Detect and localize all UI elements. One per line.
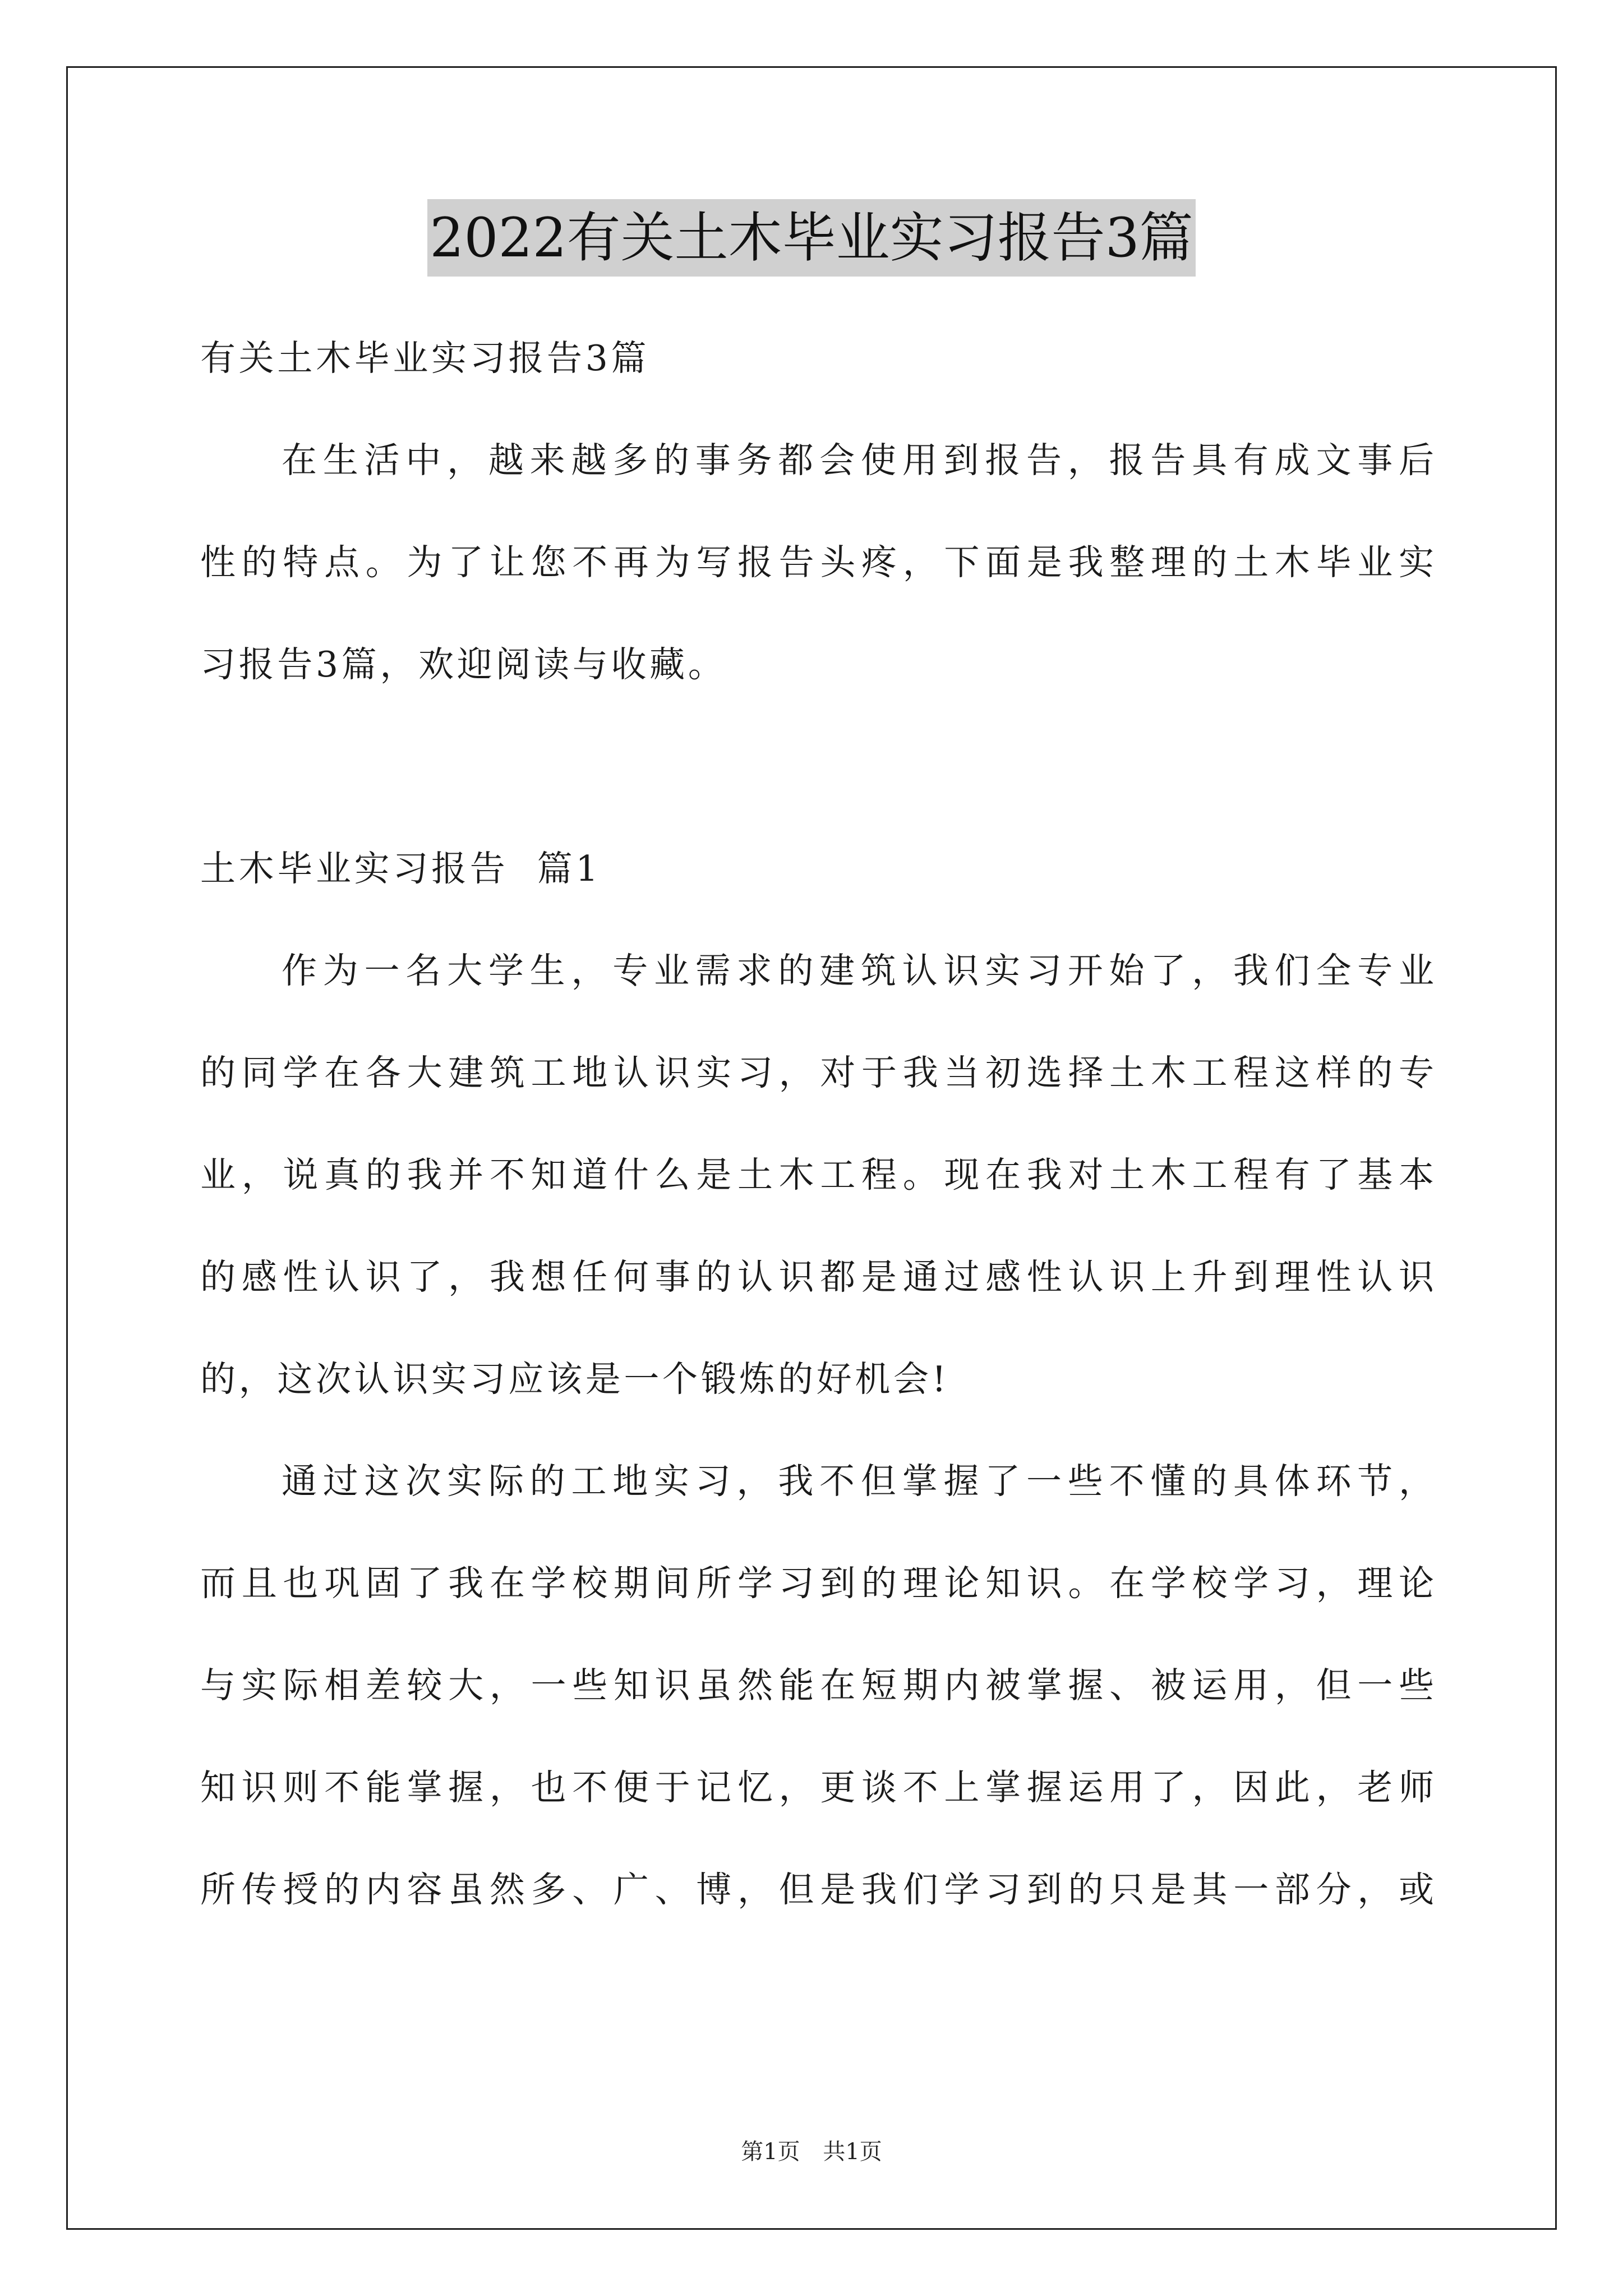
section-heading: 土木毕业实习报告 篇1 — [200, 848, 602, 889]
page-total: 共1页 — [823, 2139, 882, 2165]
paragraph-line: 的同学在各大建筑工地认识实习，对于我当初选择土木工程这样的专 — [200, 1052, 1434, 1093]
document-subtitle: 有关土木毕业实习报告3篇 — [200, 338, 650, 379]
intro-line: 习报告3篇，欢迎阅读与收藏。 — [200, 644, 727, 685]
paragraph-line: 而且也巩固了我在学校期间所学习到的理论知识。在学校学习，理论 — [200, 1563, 1434, 1604]
document-title: 2022有关土木毕业实习报告3篇 — [427, 199, 1195, 277]
paragraph-line: 知识则不能掌握，也不便于记忆，更谈不上掌握运用了，因此，老师 — [200, 1767, 1434, 1808]
paragraph-line: 作为一名大学生，专业需求的建筑认识实习开始了，我们全专业 — [282, 950, 1434, 991]
paragraph-line: 业，说真的我并不知道什么是土木工程。现在我对土木工程有了基本 — [200, 1154, 1434, 1195]
spacer — [200, 716, 1434, 818]
page-number: 第1页 — [741, 2139, 800, 2165]
page-footer — [0, 2135, 1623, 2169]
paragraph-line: 的感性认识了，我想任何事的认识都是通过感性认识上升到理性认识 — [200, 1257, 1434, 1297]
intro-line: 性的特点。为了让您不再为写报告头疼，下面是我整理的土木毕业实 — [200, 542, 1434, 583]
paragraph-line: 的，这次认识实习应该是一个锻炼的好机会! — [200, 1359, 949, 1400]
intro-line: 在生活中，越来越多的事务都会使用到报告，报告具有成文事后 — [282, 440, 1434, 481]
paragraph-line: 通过这次实际的工地实习，我不但掌握了一些不懂的具体环节， — [282, 1461, 1434, 1502]
document-body — [200, 307, 1434, 1941]
title-container — [0, 199, 1623, 277]
paragraph-line: 与实际相差较大，一些知识虽然能在短期内被掌握、被运用，但一些 — [200, 1665, 1434, 1706]
paragraph-line: 所传授的内容虽然多、广、博，但是我们学习到的只是其一部分，或 — [200, 1869, 1434, 1910]
